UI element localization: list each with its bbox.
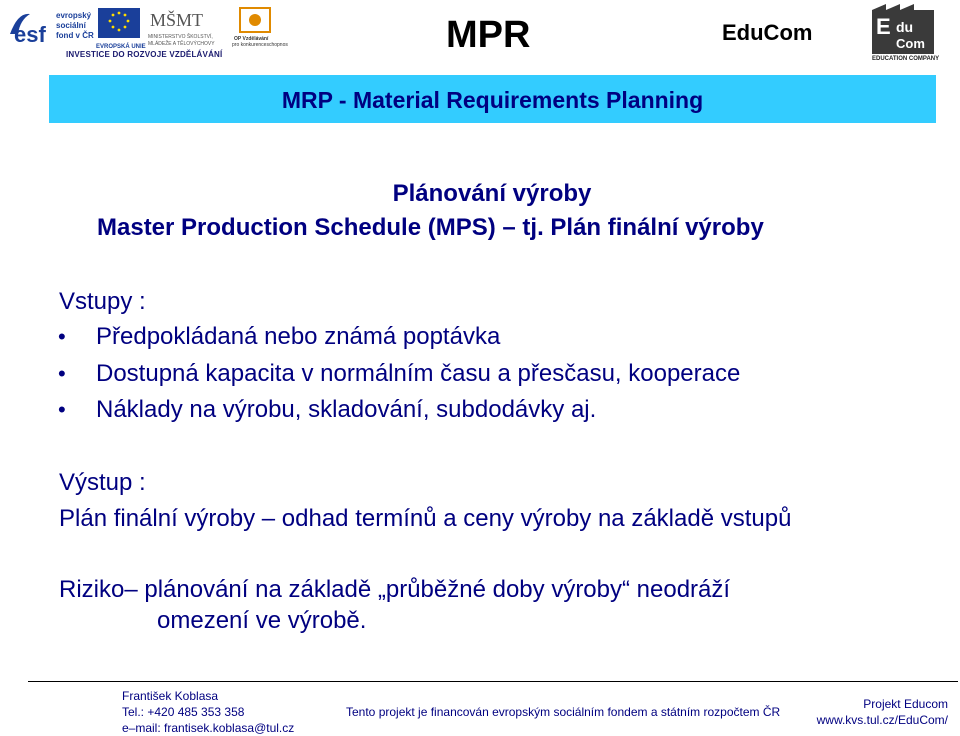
- svg-text:du: du: [896, 19, 914, 35]
- svg-text:OP Vzdělávání: OP Vzdělávání: [234, 36, 269, 42]
- output-text: Plán finální výroby – odhad termínů a ceny výroby na základě vstupů: [59, 505, 792, 532]
- svg-text:evropský: evropský: [56, 11, 92, 20]
- input-item-text: Předpokládaná nebo známá poptávka: [96, 323, 501, 350]
- risk-line-1: Riziko– plánování na základě „průběžné doby výroby“ neodráží: [59, 576, 731, 603]
- title-band: [49, 75, 936, 123]
- footer-project: Projekt Educom: [863, 697, 948, 711]
- svg-text:sociální: sociální: [56, 21, 86, 30]
- svg-text:fond v ČR: fond v ČR: [56, 31, 94, 40]
- svg-text:MŠMT: MŠMT: [150, 10, 204, 30]
- bullet-icon: •: [58, 361, 66, 386]
- bullet-icon: •: [58, 324, 66, 349]
- input-item-text: Dostupná kapacita v normálním času a přesčasu, kooperace: [96, 360, 741, 387]
- header-center-title: MPR: [446, 14, 531, 56]
- list-item: [58, 359, 740, 389]
- educom-logo-icon: [866, 2, 940, 56]
- list-item: [58, 322, 500, 352]
- svg-text:E: E: [876, 14, 891, 39]
- bullet-icon: •: [58, 397, 66, 422]
- footer-url[interactable]: www.kvs.tul.cz/EduCom/: [816, 713, 948, 727]
- inputs-label: Vstupy :: [59, 288, 146, 315]
- slide-title: MRP - Material Requirements Planning: [281, 87, 704, 113]
- subtitle-mps: Master Production Schedule (MPS) – tj. Plán finální výroby: [97, 214, 764, 241]
- footer-email: e–mail: frantisek.koblasa@tul.cz: [122, 721, 295, 735]
- svg-text:MINISTERSTVO ŠKOLSTVÍ,: MINISTERSTVO ŠKOLSTVÍ,: [148, 34, 213, 40]
- footer-funding: Tento projekt je financován evropským sociálním fondem a státním rozpočtem ČR: [346, 705, 781, 719]
- svg-text:pro konkurenceschopnost: pro konkurenceschopnost: [232, 42, 288, 48]
- svg-text:esf: esf: [14, 22, 46, 47]
- esf-logo-caption: INVESTICE DO ROZVOJE VZDĚLÁVÁNÍ: [66, 50, 223, 59]
- risk-line-2: omezení ve výrobě.: [157, 607, 367, 634]
- educom-logo: [866, 2, 940, 64]
- list-item: [58, 395, 596, 425]
- svg-text:Com: Com: [896, 36, 925, 51]
- footer-author: František Koblasa: [122, 689, 219, 703]
- footer-phone: Tel.: +420 485 353 358: [122, 705, 245, 719]
- svg-text:MLÁDEŽE A TĚLOVÝCHOVY: MLÁDEŽE A TĚLOVÝCHOVY: [148, 41, 215, 47]
- input-item-text: Náklady na výrobu, skladování, subdodávky aj.: [96, 396, 597, 423]
- educom-logo-caption: EDUCATION COMPANY: [872, 56, 940, 62]
- svg-text:EVROPSKÁ UNIE: EVROPSKÁ UNIE: [96, 44, 146, 50]
- header-right-title: EduCom: [722, 20, 813, 45]
- output-label: Výstup :: [59, 469, 146, 496]
- footer-divider: [28, 681, 958, 682]
- subtitle-planning: Plánování výroby: [392, 180, 592, 207]
